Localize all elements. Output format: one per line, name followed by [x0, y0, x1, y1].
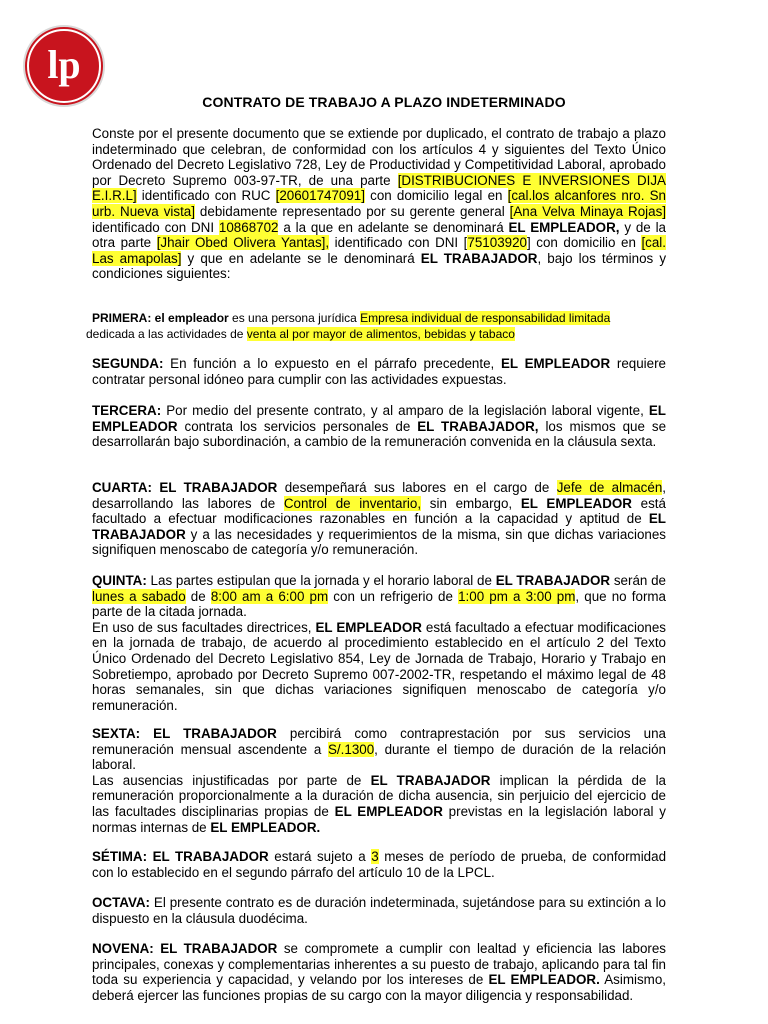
clause-octava: OCTAVA: El presente contrato es de duración indeterminada, sujetándose para su extinción a lo dispuesto en la cláusula duodécima.: [92, 895, 666, 926]
clause-setima: SÉTIMA: EL TRABAJADOR estará sujeto a 3 meses de período de prueba, de conformidad con lo establecido en el segundo párrafo del artículo 10 de la LPCL.: [92, 849, 667, 880]
intro-paragraph: Conste por el presente documento que se extiende por duplicado, el contrato de trabajo a plazo indeterminado que celebran, de conformidad con los artículos 4 y siguientes del Texto Único Ordenado del Decreto Legislativo 728, Ley de Productividad y Competitividad Laboral, aprobado por Decreto Supremo 003-97-TR, de una parte [DISTRIBUCIONES E INVERSIONES DIJA E.I.R.L] identificado con RUC [20601747091] con domicilio legal en [cal.los alcanfores nro. Sn urb. Nueva vista] debidamente representado por su gerente general [Ana Velva Minaya Rojas] identificado con DNI 10868702 a la que en adelante se denominará EL EMPLEADOR, y de la otra parte [Jhair Obed Olivera Yantas], identificado con DNI [75103920] con domicilio en [cal. Las amapolas] y que en adelante se le denominará EL TRABAJADOR, bajo los términos y condiciones siguientes:: [92, 126, 667, 282]
clause-tercera: TERCERA: Por medio del presente contrato, y al amparo de la legislación laboral vigente, EL EMPLEADOR contrata los servicios personales de EL TRABAJADOR, los mismos que se desarrollarán bajo subordinación, a cambio de la remuneración convenida en la cláusula sexta.: [92, 403, 667, 450]
clause-quinta: QUINTA: Las partes estipulan que la jornada y el horario laboral de EL TRABAJADOR serán de lunes a sabado de 8:00 am a 6:00 pm con un refrigerio de 1:00 pm a 3:00 pm, que no forma parte de la citada jornada. En uso de sus facultades directrices, EL EMPLEADOR está facultado a efectuar modificaciones en la jornada de trabajo, de acuerdo al procedimiento establecido en el artículo 2 del Texto Único Ordenado del Decreto Legislativo 854, Ley de Jornada de Trabajo, Horario y Trabajo en Sobretiempo, aprobado por Decreto Supremo 007-2002-TR, respetando el máximo legal de 48 horas semanales, sin que dichas variaciones signifiquen menoscabo de categoría y/o remuneración.: [92, 573, 666, 713]
clause-novena: NOVENA: EL TRABAJADOR se compromete a cumplir con lealtad y eficiencia las labores principales, conexas y complementarias inherentes a su puesto de trabajo, aplicando para tal fin toda su experiencia y capacidad, y velando por los intereses de EL EMPLEADOR. Asimismo, deberá ejercer las funciones propias de su cargo con la mayor diligencia y responsabilidad.: [92, 941, 666, 1003]
clause-cuarta: CUARTA: EL TRABAJADOR desempeñará sus labores en el cargo de Jefe de almacén, desarrollando las labores de Control de inventario, sin embargo, EL EMPLEADOR está facultado a efectuar modificaciones razonables en función a la capacidad y aptitud de EL TRABAJADOR y a las necesidades y requerimientos de la misma, sin que dichas variaciones signifiquen menoscabo de categoría y/o remuneración.: [92, 480, 667, 558]
clause-sexta: SEXTA: EL TRABAJADOR percibirá como contraprestación por sus servicios una remuneración mensual ascendente a S/.1300, durante el tiempo de duración de la relación laboral. Las ausencias injustificadas por parte de EL TRABAJADOR implican la pérdida de la remuneración proporcionalmente a la duración de dicha ausencia, sin perjuicio del ejercicio de las facultades disciplinarias propias de EL EMPLEADOR previstas en la legislación laboral y normas internas de EL EMPLEADOR.: [92, 726, 667, 835]
clause-primera-line2: dedicada a las actividades de venta al por mayor de alimentos, bebidas y tabaco: [86, 327, 515, 341]
document-title: CONTRATO DE TRABAJO A PLAZO INDETERMINADO: [202, 94, 566, 110]
logo-letters: lp: [47, 42, 81, 87]
clause-primera-line1: PRIMERA: el empleador es una persona jurídica Empresa individual de responsabilidad limitada: [92, 311, 611, 325]
clause-segunda: SEGUNDA: En función a lo expuesto en el párrafo precedente, EL EMPLEADOR requiere contratar personal idóneo para cumplir con las actividades expuestas.: [92, 356, 666, 387]
